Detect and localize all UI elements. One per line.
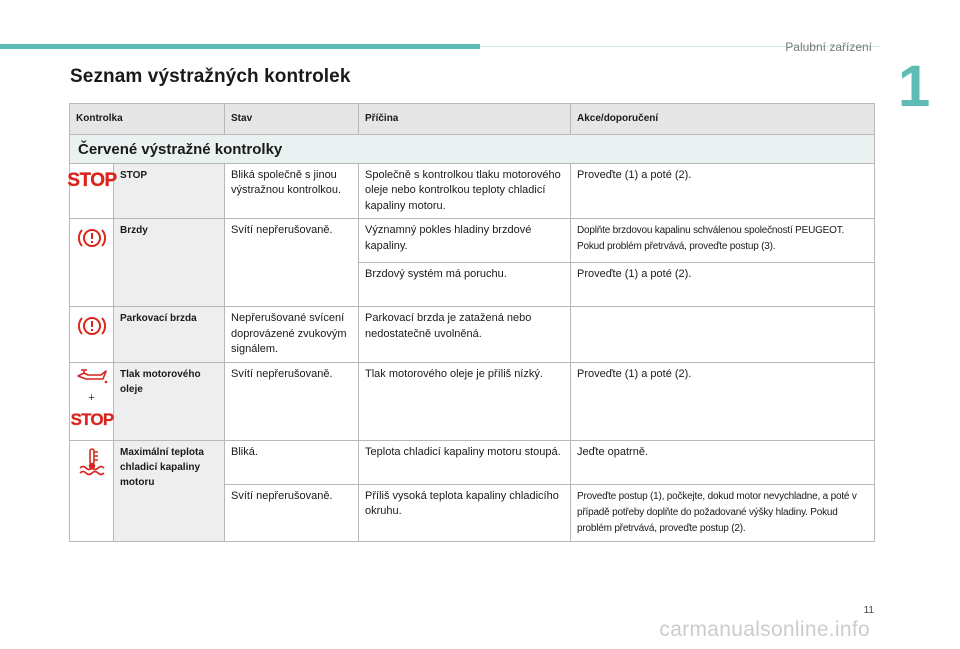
stav-cell: Svítí nepřerušovaně. (225, 219, 359, 307)
plus-sign: + (88, 392, 95, 404)
warning-name: Brzdy (114, 219, 225, 307)
icon-cell (70, 440, 114, 541)
akce-cell: Proveďte (1) a poté (2). (571, 362, 875, 440)
oil-pressure-icon (75, 376, 109, 388)
table-row (70, 440, 875, 484)
table-row (70, 163, 875, 219)
warning-name: Tlak motorového oleje (114, 362, 225, 440)
akce-cell: Doplňte brzdovou kapalinu schválenou společností PEUGEOT. Pokud problém přetrvává, proveďte postup (3). (571, 219, 875, 263)
stav-cell: Svítí nepřerušovaně. (225, 362, 359, 440)
table-header-row (70, 104, 875, 135)
table-row (70, 307, 875, 363)
warning-name: Parkovací brzda (114, 307, 225, 363)
column-header-pricina: Příčina (359, 104, 571, 135)
akce-cell: Proveďte (1) a poté (2). (571, 163, 875, 219)
stav-cell: Svítí nepřerušovaně. (225, 484, 359, 541)
warning-name: Maximální teplota chladicí kapaliny motoru (114, 440, 225, 541)
icon-cell (70, 307, 114, 363)
pricina-cell: Brzdový systém má poruchu. (359, 263, 571, 307)
pricina-cell: Společně s kontrolkou tlaku motorového oleje nebo kontrolkou teploty chladicí kapaliny motoru. (359, 163, 571, 219)
warning-name: STOP (114, 163, 225, 219)
svg-text:STOP: STOP (66, 169, 117, 191)
svg-text:STOP: STOP (70, 410, 113, 429)
stav-cell: Bliká společně s jinou výstražnou kontrolkou. (225, 163, 359, 219)
pricina-cell: Tlak motorového oleje je příliš nízký. (359, 362, 571, 440)
table-row (70, 219, 875, 263)
stav-cell: Nepřerušované svícení doprovázené zvukovým signálem. (225, 307, 359, 363)
parking-brake-icon (77, 330, 107, 342)
pricina-cell: Příliš vysoká teplota kapaliny chladicího okruhu. (359, 484, 571, 541)
stop-icon (70, 406, 113, 434)
coolant-temperature-icon (77, 468, 107, 480)
icon-cell (70, 362, 114, 440)
stop-icon (66, 169, 117, 194)
icon-cell (66, 163, 117, 219)
section-label: Palubní zařízení (785, 40, 872, 54)
icon-cell (70, 219, 114, 307)
chapter-number: 1 (898, 54, 931, 119)
column-header-stav: Stav (225, 104, 359, 135)
brake-warning-icon (77, 242, 107, 254)
pricina-cell: Teplota chladicí kapaliny motoru stoupá. (359, 440, 571, 484)
akce-cell: Proveďte postup (1), počkejte, dokud motor nevychladne, a poté v případě potřeby doplňte do požadované výšky hladiny. Pokud problém přetrvává, proveďte postup (2). (571, 484, 875, 541)
column-header-kontrolka: Kontrolka (70, 104, 225, 135)
header-accent-bar (0, 44, 480, 49)
pricina-cell: Významný pokles hladiny brzdové kapaliny. (359, 219, 571, 263)
akce-cell (571, 307, 875, 363)
watermark: carmanualsonline.info (659, 618, 870, 641)
page-number: 11 (863, 605, 874, 616)
section-row (70, 135, 875, 164)
table-row (70, 362, 875, 440)
akce-cell: Proveďte (1) a poté (2). (571, 263, 875, 307)
section-title: Červené výstražné kontrolky (78, 141, 283, 158)
pricina-cell: Parkovací brzda je zatažená nebo nedostatečně uvolněná. (359, 307, 571, 363)
warning-lights-table (66, 103, 875, 542)
stav-cell: Bliká. (225, 440, 359, 484)
column-header-akce: Akce/doporučení (571, 104, 875, 135)
page-title: Seznam výstražných kontrolek (70, 66, 351, 87)
akce-cell: Jeďte opatrně. (571, 440, 875, 484)
